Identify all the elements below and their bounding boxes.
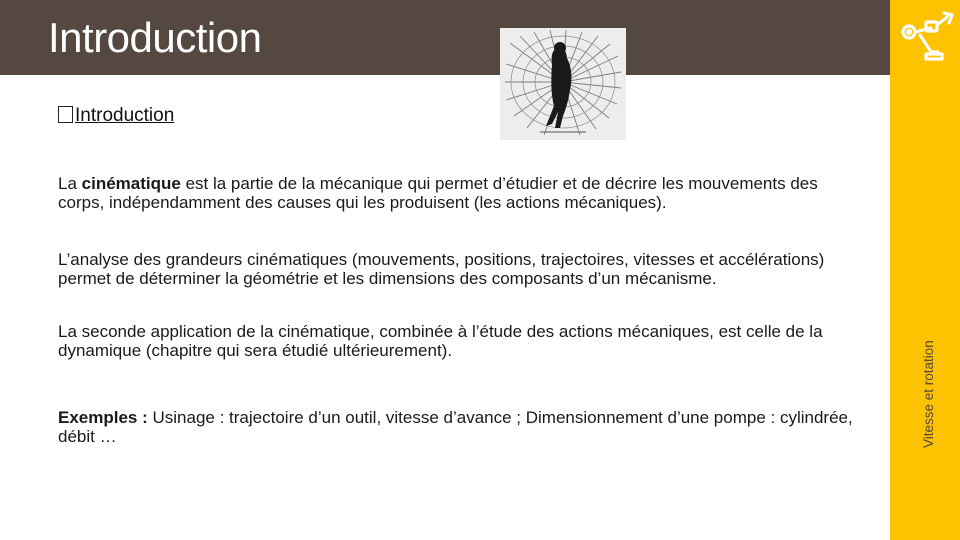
sidebar-label: Vitesse et rotation: [921, 340, 936, 448]
rotating-dancer-photo: [500, 28, 626, 140]
bullet-box-icon: [58, 106, 73, 123]
paragraph-definition: [58, 174, 858, 212]
examples-text: Usinage : trajectoire d’un outil, vitesse d’avance ; Dimensionnement d’une pompe : cylindrée, débit …: [58, 408, 853, 446]
side-bar: [890, 0, 960, 540]
paragraph-examples: [58, 408, 858, 446]
paragraph-analysis: L’analyse des grandeurs cinématiques (mouvements, positions, trajectoires, vitesses et accélérations) permet de déterminer la géométrie et les dimensions des composants d’un mécanisme.: [58, 250, 825, 288]
examples-label: Exemples :: [58, 408, 153, 427]
keyword-cinematique: cinématique: [81, 174, 181, 193]
paragraph-text: est la partie de la mécanique qui permet d’étudier et de décrire les mouvements des corps, indépendamment des causes qui les produisent (les actions mécaniques).: [58, 174, 818, 212]
slide-title: Introduction: [48, 14, 262, 61]
section-heading-text: Introduction: [75, 105, 175, 126]
paragraph-text: La: [58, 174, 82, 193]
header-bar: [0, 0, 890, 75]
paragraph-dynamics: La seconde application de la cinématique, combinée à l’étude des actions mécaniques, est celle de la dynamique (chapitre qui sera étudié ultérieurement).: [58, 322, 823, 360]
section-heading: [58, 105, 174, 127]
robot-arm-icon: [898, 6, 956, 64]
